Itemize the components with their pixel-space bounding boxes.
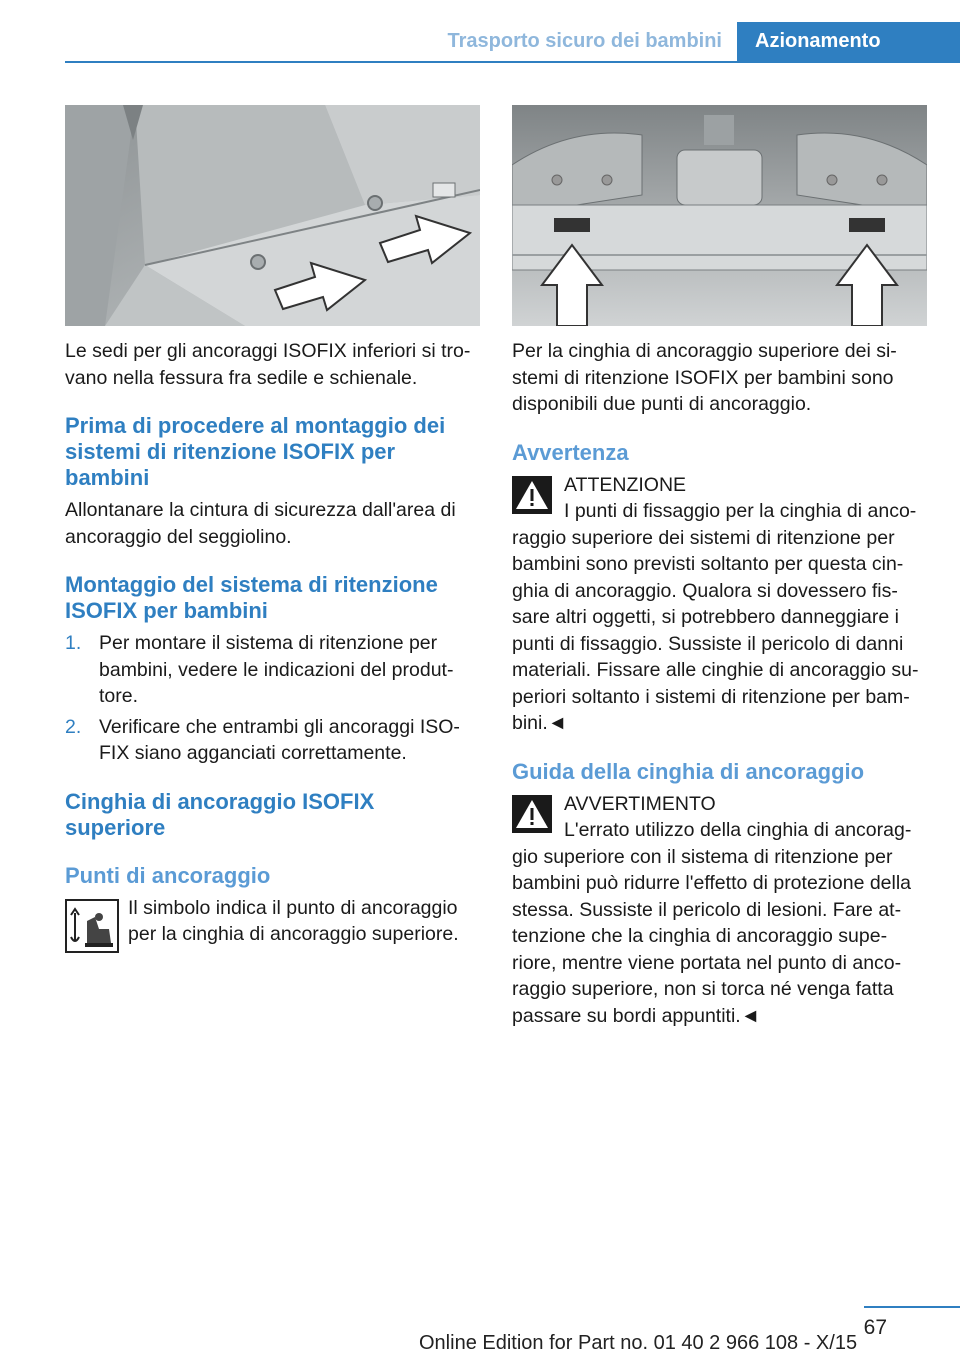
warning-triangle-icon [512, 795, 552, 833]
symbol-description: Il simbolo indica il punto di ancoraggio per la cinghia di ancoraggio superiore. [128, 896, 459, 945]
figure-isofix-top-anchors [512, 105, 927, 326]
paragraph-before-mounting: Allontanare la cintura di sicurezza dall'area di ancoraggio del seggiolino. [65, 499, 456, 548]
mounting-steps [65, 630, 480, 767]
warning-first-line: I punti di fissaggio per la cinghia di anco‐ [564, 500, 917, 522]
parcel-shelf-illustration [512, 105, 927, 326]
warning-hazard [512, 791, 927, 1030]
warning-caution [512, 472, 927, 737]
heading-mounting: Montaggio del sistema di ritenzione ISOFIX per bambini [65, 572, 438, 623]
warning-title: AVVERTIMENTO [564, 792, 716, 815]
list-item [65, 630, 480, 710]
child-seat-anchor-icon [65, 899, 119, 953]
warning-first-line: L'errato utilizzo della cinghia di ancorag‐ [564, 819, 912, 841]
footer-rule [864, 1306, 960, 1308]
step-text: Per montare il sistema di ritenzione per bambini, vedere le indicazioni del produt‐ tore. [99, 632, 454, 707]
step-number: 1. [65, 632, 82, 654]
heading-before-mounting: Prima di procedere al montaggio dei sistemi di ritenzione ISOFIX per bambini [65, 413, 446, 490]
running-header-section: Trasporto sicuro dei bambini [447, 30, 722, 52]
page-number: 67 [863, 1316, 887, 1339]
heading-top-tether: Cinghia di ancoraggio ISOFIX superiore [65, 788, 375, 840]
list-item [65, 714, 480, 767]
warning-triangle-icon [512, 476, 552, 514]
heading-note: Avvertenza [512, 439, 629, 465]
warning-body: raggio superiore dei sistemi di ritenzione per bambini sono previsti soltanto per questa cin‐ ghia di ancoraggio. Qualora si dovessero fis‐ sare altri oggetti, si potrebbero danneggiare i punti di fissaggio. Sussiste il pericolo di danni materiali. Fissare alle cinghie di ancoraggio su‐ periori soltanto i sistemi di ritenzione per bam‐ bini.◄ [512, 526, 919, 734]
left-column [65, 105, 480, 948]
heading-anchor-points: Punti di ancoraggio [65, 862, 271, 888]
heading-tether-guide: Guida della cinghia di ancoraggio [512, 758, 865, 784]
figure-1-caption: Le sedi per gli ancoraggi ISOFIX inferiori si tro‐ vano nella fessura fra sedile e schienale. [65, 340, 471, 389]
right-column [512, 105, 927, 1029]
header-rule [65, 61, 960, 63]
figure-isofix-lower-anchors [65, 105, 480, 326]
seat-anchor-illustration [65, 105, 480, 326]
symbol-note [65, 895, 480, 948]
figure-2-caption: Per la cinghia di ancoraggio superiore dei si‐ stemi di ritenzione ISOFIX per bambini sono disponibili due punti di ancoraggio. [512, 340, 897, 415]
footer-edition: Online Edition for Part no. 01 40 2 966 108 - X/15 [419, 1332, 858, 1354]
step-number: 2. [65, 715, 82, 738]
step-text: Verificare che entrambi gli ancoraggi ISO‐ FIX siano agganciati correttamente. [99, 715, 460, 764]
warning-title: ATTENZIONE [564, 473, 687, 496]
warning-body: gio superiore con il sistema di ritenzione per bambini può ridurre l'effetto di protezione della stessa. Sussiste il pericolo di lesioni. Fare at‐ tenzione che la cinghia di ancoraggio supe‐ riore, mentre viene portata nel punto di anco‐ raggio superiore, non si torca né venga fatta passare su bordi appuntiti.◄ [512, 845, 912, 1027]
running-header-chapter: Azionamento [737, 22, 960, 62]
